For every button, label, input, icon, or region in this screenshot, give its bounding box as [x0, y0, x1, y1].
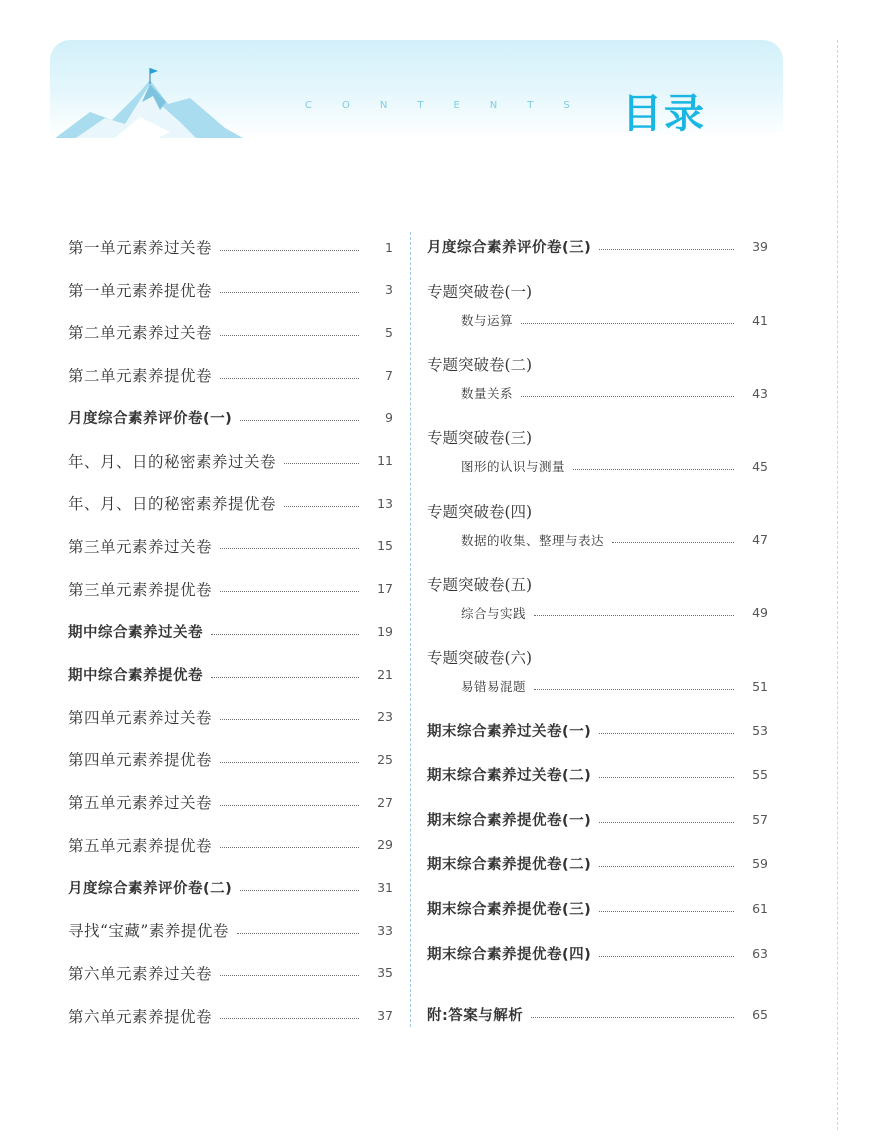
toc-entry-page: 5	[385, 324, 393, 340]
toc-entry-label: 年、月、日的秘密素养过关卷	[68, 452, 277, 471]
toc-entry-label: 寻找“宝藏”素养提优卷	[68, 922, 229, 941]
leader-dots	[240, 890, 359, 891]
leader-dots	[599, 956, 734, 957]
toc-entry-label: 期末综合素养过关卷(二)	[427, 768, 592, 785]
toc-entry[interactable]	[68, 1005, 393, 1027]
toc-entry-page: 1	[385, 239, 393, 255]
leader-dots	[284, 506, 359, 507]
toc-entry-page: 11	[377, 453, 393, 468]
toc-entry[interactable]	[461, 382, 768, 404]
toc-entry-page: 17	[377, 581, 393, 597]
snow-mountain-icon	[50, 62, 250, 138]
toc-entry-page: 57	[752, 811, 768, 827]
toc-entry-label: 第六单元素养过关卷	[68, 964, 213, 983]
toc-entry-label: 综合与实践	[461, 605, 527, 621]
toc-entry-page: 63	[752, 945, 768, 961]
leader-dots	[599, 777, 734, 778]
toc-entry-page: 61	[752, 900, 768, 916]
toc-entry-label: 月度综合素养评价卷(三)	[427, 239, 592, 256]
leader-dots	[211, 677, 359, 678]
toc-entry-page: 3	[385, 282, 393, 298]
toc-entry-label: 第四单元素养提优卷	[68, 751, 213, 770]
toc-entry[interactable]	[68, 791, 393, 813]
toc-entry-page: 51	[752, 678, 768, 694]
toc-entry-page: 55	[752, 767, 768, 783]
toc-entry[interactable]	[461, 309, 768, 331]
toc-entry[interactable]	[68, 407, 393, 429]
special-topic-title[interactable]: 专题突破卷(三)	[427, 429, 533, 448]
toc-entry[interactable]	[68, 962, 393, 984]
toc-entry-label: 第二单元素养过关卷	[68, 324, 213, 343]
leader-dots	[534, 689, 734, 690]
toc-entry-label: 数量关系	[461, 386, 514, 402]
toc-entry-page: 41	[752, 312, 768, 328]
toc-entry-label: 期末综合素养提优卷(三)	[427, 901, 592, 918]
toc-entry[interactable]	[427, 808, 768, 830]
toc-entry-label: 期末综合素养过关卷(一)	[427, 723, 592, 740]
leader-dots	[240, 420, 359, 421]
toc-entry-page: 59	[752, 856, 768, 872]
toc-entry-page: 15	[377, 538, 393, 554]
toc-entry[interactable]	[68, 748, 393, 770]
leader-dots	[531, 1017, 734, 1018]
leader-dots	[284, 463, 359, 464]
special-topic-title[interactable]: 专题突破卷(四)	[427, 502, 533, 521]
toc-entry-label: 期末综合素养提优卷(二)	[427, 857, 592, 874]
toc-entry-label: 第五单元素养提优卷	[68, 836, 213, 855]
toc-entry[interactable]	[427, 942, 768, 964]
toc-entry[interactable]	[68, 321, 393, 343]
leader-dots	[599, 911, 734, 912]
leader-dots	[220, 591, 359, 592]
toc-entry-page: 65	[752, 1006, 768, 1022]
toc-entry[interactable]	[68, 877, 393, 899]
toc-entry-page: 19	[377, 623, 393, 639]
leader-dots	[220, 805, 359, 806]
toc-entry-page: 37	[377, 1008, 393, 1024]
toc-entry-label: 期末综合素养提优卷(四)	[427, 946, 592, 963]
toc-entry-page: 31	[377, 880, 393, 895]
toc-entry-label: 第五单元素养过关卷	[68, 794, 213, 813]
toc-entry-label: 第三单元素养提优卷	[68, 580, 213, 599]
leader-dots	[220, 975, 359, 976]
special-topic-title[interactable]: 专题突破卷(五)	[427, 575, 533, 594]
leader-dots	[521, 323, 734, 324]
toc-entry[interactable]	[68, 834, 393, 856]
toc-entry[interactable]	[68, 492, 393, 514]
leader-dots	[599, 249, 734, 250]
toc-entry-page: 33	[377, 922, 393, 938]
leader-dots	[599, 866, 734, 867]
toc-entry-label: 第一单元素养过关卷	[68, 239, 213, 257]
toc-entry-page: 13	[377, 495, 393, 511]
special-topic-title[interactable]: 专题突破卷(一)	[427, 283, 533, 301]
leader-dots	[220, 250, 359, 251]
toc-entry-label: 月度综合素养评价卷(二)	[68, 881, 233, 897]
toc-entry-appendix[interactable]	[427, 1003, 768, 1025]
toc-entry-label: 附:答案与解析	[427, 1007, 524, 1024]
toc-entry-page: 53	[752, 722, 768, 738]
leader-dots	[220, 335, 359, 336]
toc-entry-label: 数与运算	[461, 313, 514, 328]
toc-entry-page: 7	[385, 367, 393, 383]
toc-entry-page: 25	[377, 751, 393, 767]
toc-entry-page: 23	[377, 709, 393, 725]
toc-entry[interactable]	[68, 535, 393, 557]
toc-entry-page: 21	[377, 666, 393, 682]
leader-dots	[220, 847, 359, 848]
toc-entry-label: 第二单元素养提优卷	[68, 367, 213, 386]
toc-entry[interactable]	[427, 719, 768, 741]
toc-entry[interactable]	[427, 853, 768, 875]
leader-dots	[220, 378, 359, 379]
leader-dots	[220, 762, 359, 763]
toc-entry-label: 第三单元素养过关卷	[68, 537, 213, 556]
toc-entry-label: 易错易混题	[461, 679, 527, 694]
toc-entry-label: 数据的收集、整理与表达	[461, 532, 605, 548]
leader-dots	[612, 542, 734, 543]
header-band	[50, 40, 783, 138]
leader-dots	[599, 733, 734, 734]
toc-entry-label: 图形的认识与测量	[461, 459, 566, 475]
toc-entry[interactable]	[68, 663, 393, 685]
toc-entry[interactable]	[68, 279, 393, 301]
toc-entry[interactable]	[461, 529, 768, 551]
toc-entry[interactable]	[427, 764, 768, 786]
contents-word: CONTENTS	[305, 100, 600, 111]
toc-entry-label: 期末综合素养提优卷(一)	[427, 812, 592, 829]
toc-entry[interactable]	[461, 675, 768, 697]
toc-entry-page: 45	[752, 458, 768, 474]
column-divider	[410, 232, 411, 1027]
leader-dots	[599, 822, 734, 823]
toc-entry-label: 第四单元素养过关卷	[68, 708, 213, 727]
special-topic-title[interactable]: 专题突破卷(二)	[427, 356, 533, 375]
toc-entry-page: 47	[752, 532, 768, 548]
toc-entry-label: 年、月、日的秘密素养提优卷	[68, 495, 277, 514]
toc-entry[interactable]	[68, 620, 393, 642]
toc-entry[interactable]	[427, 235, 768, 257]
toc-entry-page: 35	[377, 965, 393, 981]
toc-entry[interactable]	[68, 578, 393, 600]
special-topic-title[interactable]: 专题突破卷(六)	[427, 649, 533, 667]
toc-entry-page: 29	[377, 837, 393, 853]
toc-entry-page: 49	[752, 605, 768, 621]
toc-entry-label: 月度综合素养评价卷(一)	[68, 411, 233, 428]
leader-dots	[220, 548, 359, 549]
leader-dots	[220, 292, 359, 293]
toc-entry-label: 期中综合素养提优卷	[68, 667, 203, 684]
toc-entry-page: 27	[377, 794, 393, 810]
leader-dots	[220, 719, 359, 720]
toc-entry[interactable]	[68, 919, 393, 941]
leader-dots	[573, 469, 734, 470]
toc-entry[interactable]	[68, 450, 393, 472]
toc-entry-page: 9	[385, 410, 393, 426]
page-edge-border	[837, 40, 838, 1130]
toc-entry[interactable]	[461, 602, 768, 624]
toc-entry[interactable]	[68, 706, 393, 728]
leader-dots	[211, 634, 359, 635]
toc-entry-label: 第一单元素养提优卷	[68, 281, 213, 300]
toc-entry-label: 第六单元素养提优卷	[68, 1007, 213, 1026]
leader-dots	[220, 1018, 359, 1019]
toc-entry-page: 39	[752, 238, 768, 254]
leader-dots	[237, 933, 359, 934]
leader-dots	[534, 615, 734, 616]
toc-entry[interactable]	[461, 455, 768, 477]
toc-entry-label: 期中综合素养过关卷	[68, 624, 203, 641]
toc-entry[interactable]	[68, 236, 393, 258]
leader-dots	[521, 396, 734, 397]
page-title: 目录	[622, 91, 706, 137]
toc-entry[interactable]	[427, 897, 768, 919]
toc-entry-page: 43	[752, 385, 768, 401]
toc-entry[interactable]	[68, 364, 393, 386]
